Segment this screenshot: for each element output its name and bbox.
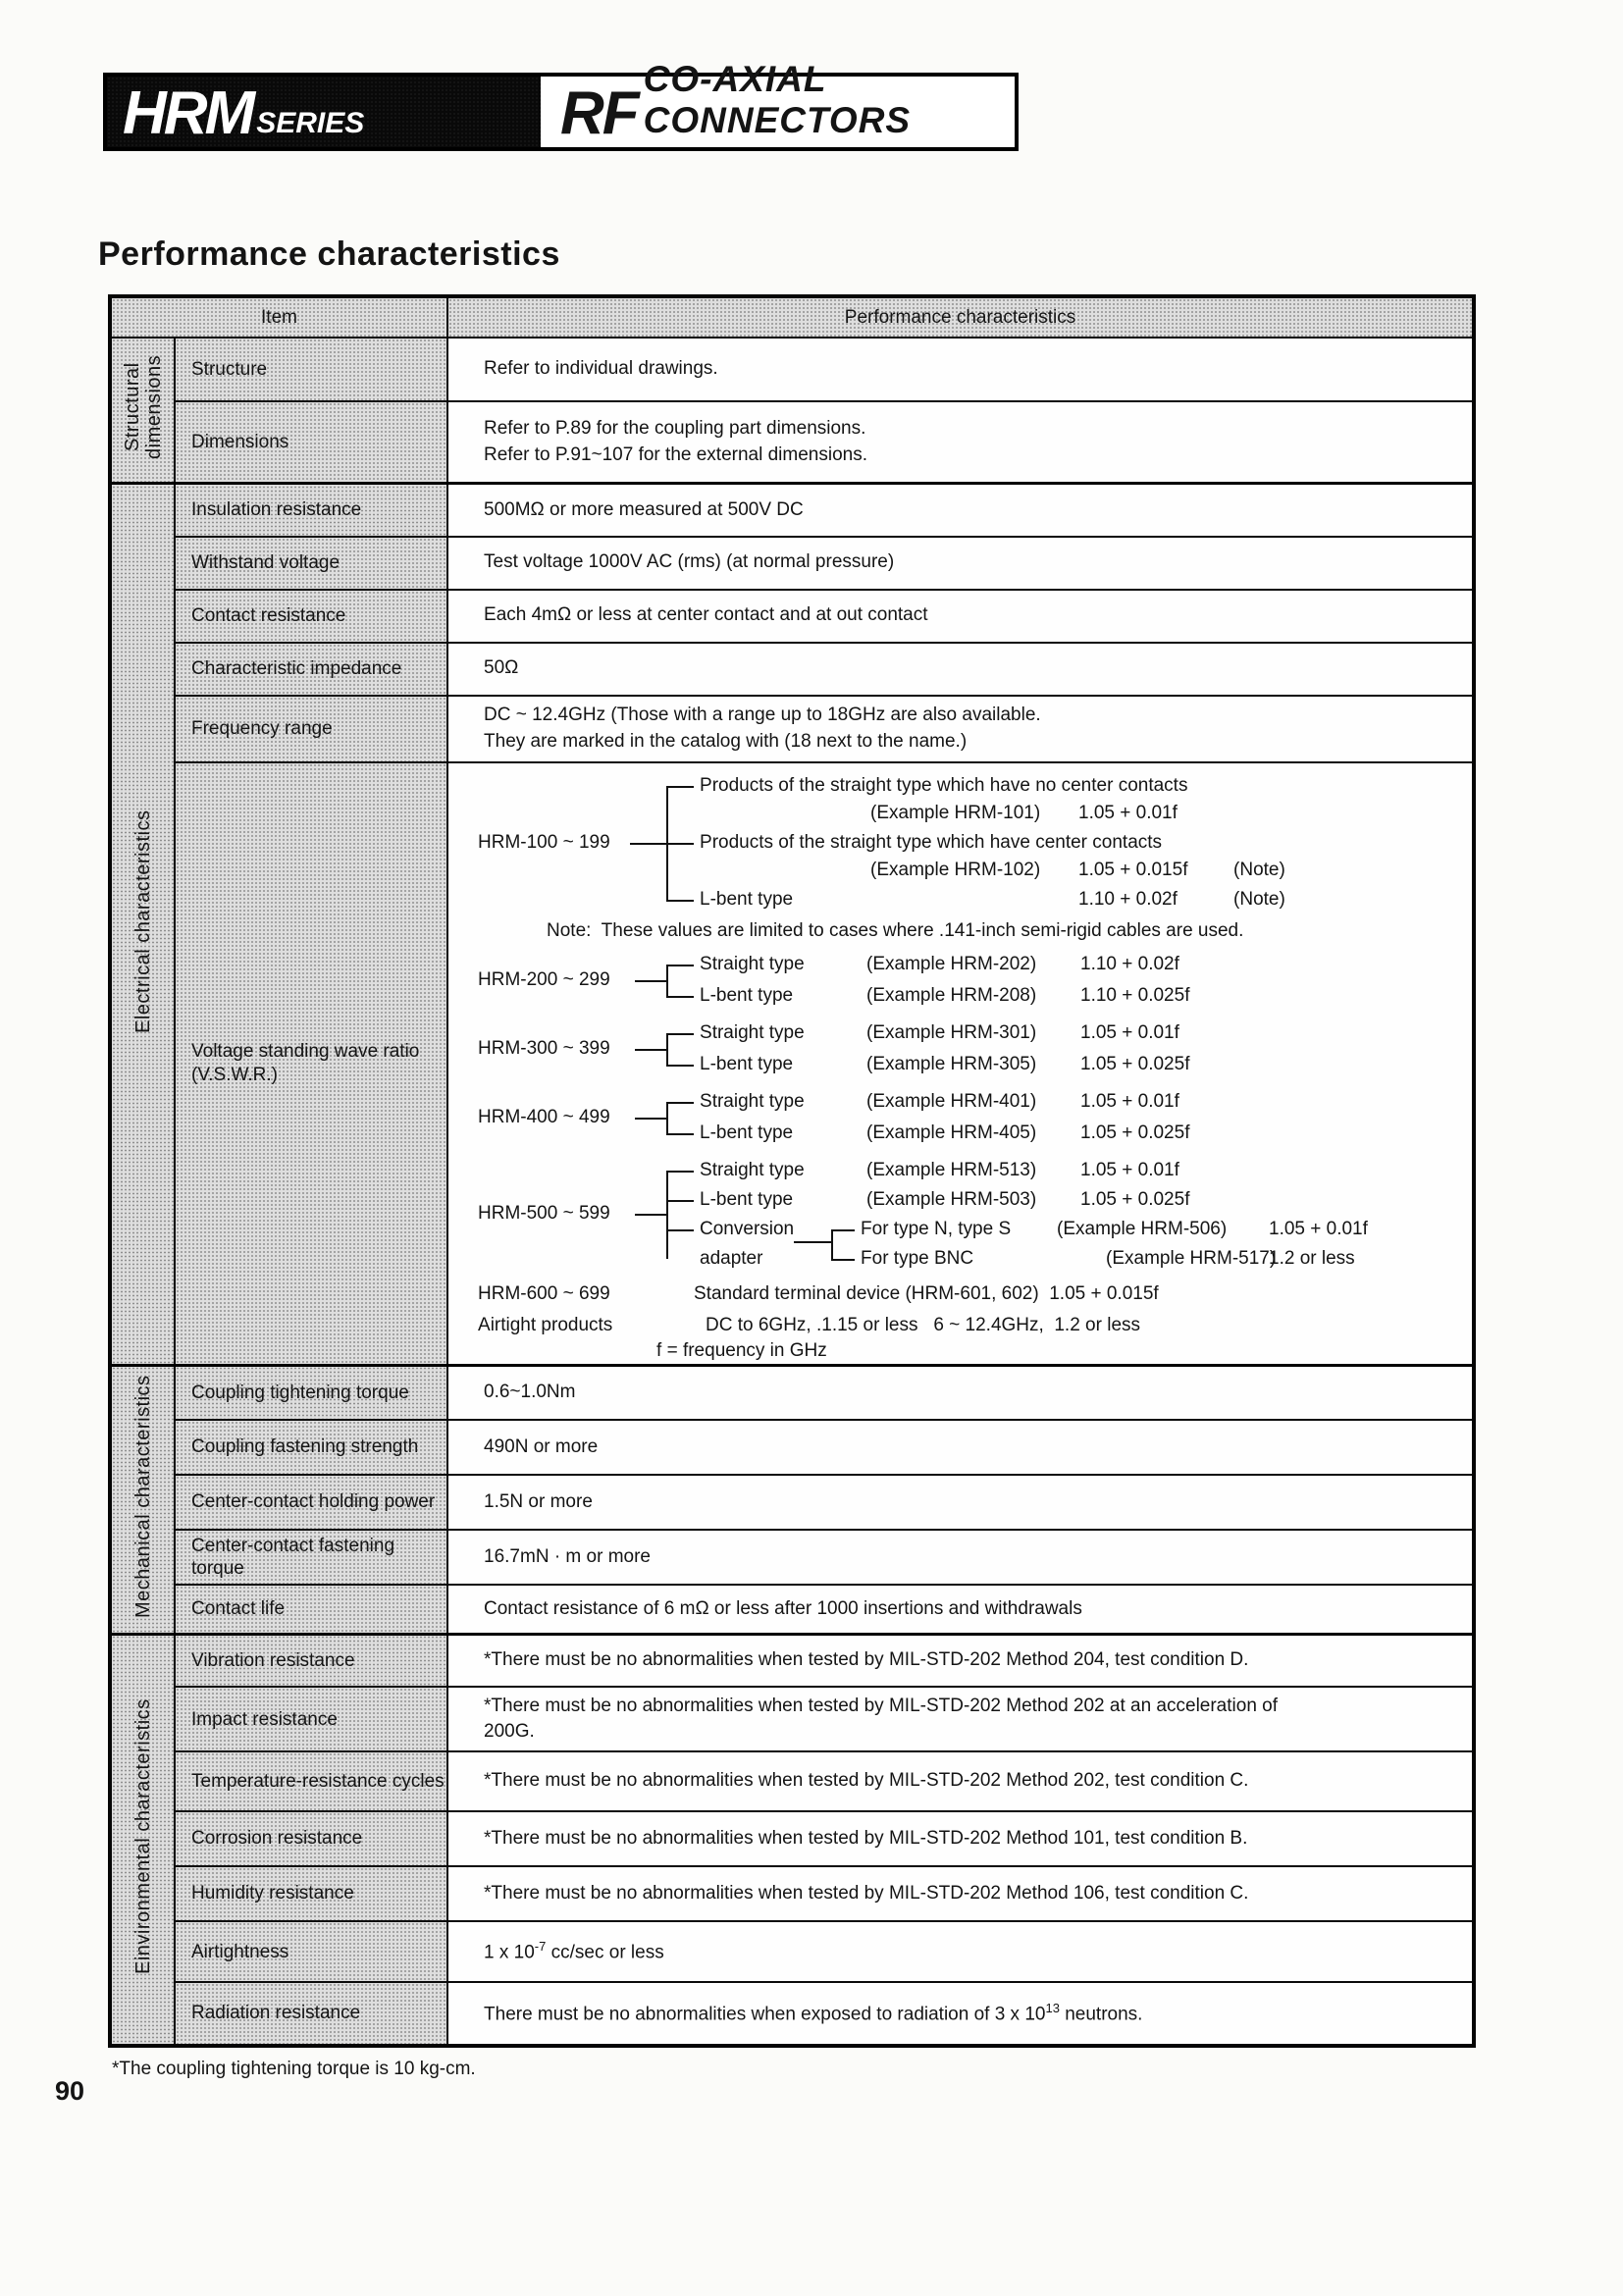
vswr-branch-text: Straight type: [700, 1090, 805, 1112]
table-row: [110, 1475, 1474, 1530]
item-label: Withstand voltage: [175, 537, 447, 590]
item-label: Center-contact holding power: [175, 1475, 447, 1530]
value-cell: There must be no abnormalities when exposed to radiation of 3 x $10^{13}$ neutrons.: [447, 1982, 1474, 2045]
table-row: [110, 1420, 1474, 1475]
product-rf-label: RF: [560, 79, 638, 148]
bracket-line: [831, 1229, 833, 1259]
item-label: Characteristic impedance: [175, 643, 447, 696]
vswr-example: (Example HRM-503): [866, 1188, 1037, 1210]
item-label: Impact resistance: [175, 1687, 447, 1751]
item-label: Insulation resistance: [175, 484, 447, 537]
performance-table: [108, 294, 1476, 2048]
bracket-line: [666, 1033, 668, 1065]
group-label-structural: Structural dimensions: [121, 354, 165, 460]
group-structural: [110, 338, 175, 484]
vswr-example: (Example HRM-101): [870, 802, 1041, 823]
value-cell: 16.7mN · m or more: [447, 1530, 1474, 1585]
vswr-subbranch-text: For type BNC: [861, 1247, 974, 1269]
bracket-line: [666, 1171, 668, 1259]
bracket-line: [666, 1133, 694, 1135]
item-label: Radiation resistance: [175, 1982, 447, 2045]
item-label: Vibration resistance: [175, 1634, 447, 1687]
bracket-line: [666, 1033, 694, 1035]
page-number: 90: [55, 2076, 85, 2106]
group-label-electrical: Electrical characteristics: [131, 809, 154, 1033]
table-row: [110, 590, 1474, 643]
bracket-line: [666, 843, 694, 845]
value-cell: Refer to P.89 for the coupling part dimensions. Refer to P.91~107 for the external dimensions.: [447, 401, 1474, 483]
value-cell: 490N or more: [447, 1420, 1474, 1475]
item-label: Coupling fastening strength: [175, 1420, 447, 1475]
table-header-row: [110, 296, 1474, 338]
bracket-line: [831, 1259, 855, 1261]
vswr-diagram: [448, 763, 1472, 1364]
value-cell: Test voltage 1000V AC (rms) (at normal pressure): [447, 537, 1474, 590]
vswr-branch-text: Products of the straight type which have center contacts: [700, 831, 1163, 853]
table-row: [110, 1687, 1474, 1751]
item-label: Center-contact fastening torque: [175, 1530, 447, 1585]
vswr-note: Note: These values are limited to cases where .141-inch semi-rigid cables are used.: [547, 919, 1244, 941]
vswr-group-label: HRM-300 ~ 399: [478, 1037, 610, 1059]
vswr-group-label: HRM-200 ~ 299: [478, 968, 610, 990]
column-header-item: Item: [110, 296, 447, 338]
vswr-group-label: HRM-600 ~ 699: [478, 1282, 610, 1304]
vswr-group-label: Airtight products: [478, 1314, 613, 1335]
vswr-value: 1.10 + 0.025f: [1080, 984, 1190, 1006]
value-cell: *There must be no abnormalities when tested by MIL-STD-202 Method 204, test condition D.: [447, 1634, 1474, 1687]
vswr-example: (Example HRM-305): [866, 1053, 1037, 1074]
vswr-example: (Example HRM-401): [866, 1090, 1037, 1112]
item-label: Dimensions: [175, 401, 447, 483]
table-row: [110, 1530, 1474, 1585]
bracket-line: [794, 1241, 831, 1243]
table-row: [110, 1585, 1474, 1634]
vswr-group-label: HRM-500 ~ 599: [478, 1202, 610, 1224]
vswr-branch-text: Straight type: [700, 953, 805, 974]
page-title: Performance characteristics: [98, 235, 560, 273]
product-logo: [541, 59, 1015, 148]
vswr-value: 1.05 + 0.025f: [1080, 1122, 1190, 1143]
vswr-value: 1.05 + 0.01f: [1080, 1159, 1179, 1180]
table-row: [110, 1811, 1474, 1866]
vswr-example: (Example HRM-513): [866, 1159, 1037, 1180]
vswr-note-ref: (Note): [1233, 859, 1285, 880]
value-cell: 50Ω: [447, 643, 1474, 696]
value-cell: *There must be no abnormalities when tested by MIL-STD-202 Method 106, test condition C.: [447, 1866, 1474, 1921]
bracket-line: [635, 1049, 666, 1051]
group-label-environmental: Einvironmental characteristics: [131, 1698, 154, 1974]
bracket-line: [666, 1102, 694, 1104]
vswr-branch-text: Products of the straight type which have no center contacts: [700, 774, 1188, 796]
vswr-value: 1.10 + 0.02f: [1078, 888, 1178, 910]
vswr-value: 1.10 + 0.02f: [1080, 953, 1179, 974]
item-label: Frequency range: [175, 696, 447, 762]
vswr-branch-text: L-bent type: [700, 984, 794, 1006]
item-label: Voltage standing wave ratio (V.S.W.R.): [175, 762, 447, 1366]
vswr-subbranch-text: For type N, type S: [861, 1218, 1012, 1239]
value-cell: *There must be no abnormalities when tested by MIL-STD-202 Method 202, test condition C.: [447, 1751, 1474, 1810]
bracket-line: [831, 1229, 855, 1231]
vswr-example: (Example HRM-102): [870, 859, 1041, 880]
bracket-line: [666, 965, 668, 996]
item-label: Humidity resistance: [175, 1866, 447, 1921]
value-cell: 1 x $10^{-7}$ cc/sec or less: [447, 1921, 1474, 1982]
group-electrical: [110, 484, 175, 1366]
vswr-branch-text: L-bent type: [700, 1053, 794, 1074]
vswr-branch-text: L-bent type: [700, 888, 794, 910]
group-mechanical: [110, 1365, 175, 1634]
value-cell: 0.6~1.0Nm: [447, 1365, 1474, 1420]
vswr-example: (Example HRM-506): [1057, 1218, 1228, 1239]
bracket-line: [635, 980, 666, 982]
item-label: Contact resistance: [175, 590, 447, 643]
vswr-group-label: HRM-400 ~ 499: [478, 1106, 610, 1127]
bracket-line: [666, 786, 694, 788]
table-row: [110, 401, 1474, 483]
brand-series-label: SERIES: [256, 107, 365, 139]
bracket-line: [630, 843, 666, 845]
table-row: [110, 1866, 1474, 1921]
table-row: [110, 696, 1474, 762]
table-row: [110, 338, 1474, 401]
vswr-value: 1.05 + 0.01f: [1080, 1090, 1179, 1112]
item-label: Structure: [175, 338, 447, 401]
value-cell: 1.5N or more: [447, 1475, 1474, 1530]
vswr-branch-text: Conversion: [700, 1218, 795, 1239]
bracket-line: [666, 1065, 694, 1067]
vswr-value: DC to 6GHz, .1.15 or less 6 ~ 12.4GHz, 1.2 or less: [706, 1314, 1141, 1335]
table-row: [110, 537, 1474, 590]
vswr-example: (Example HRM-517): [1106, 1247, 1277, 1269]
table-row: [110, 484, 1474, 537]
bracket-line: [666, 1102, 668, 1133]
bracket-line: [666, 996, 694, 998]
value-cell: *There must be no abnormalities when tested by MIL-STD-202 Method 202 at an acceleration of 200G.: [447, 1687, 1474, 1751]
item-label: Airtightness: [175, 1921, 447, 1982]
vswr-branch-text: adapter: [700, 1247, 763, 1269]
vswr-value: 1.05 + 0.01f: [1269, 1218, 1368, 1239]
bracket-line: [666, 965, 694, 966]
vswr-example: (Example HRM-202): [866, 953, 1037, 974]
bracket-line: [666, 1200, 694, 1202]
table-row: [110, 1921, 1474, 1982]
product-name: CO-AXIAL CONNECTORS: [643, 59, 912, 140]
item-label: Temperature-resistance cycles: [175, 1751, 447, 1810]
value-cell: *There must be no abnormalities when tested by MIL-STD-202 Method 101, test condition B.: [447, 1811, 1474, 1866]
table-row: [110, 1751, 1474, 1810]
vswr-branch-text: Straight type: [700, 1021, 805, 1043]
vswr-value: 1.05 + 0.01f: [1080, 1021, 1179, 1043]
value-cell: DC ~ 12.4GHz (Those with a range up to 18GHz are also available. They are marked in the catalog with (18 next to the name.): [447, 696, 1474, 762]
group-environmental: [110, 1634, 175, 2046]
value-cell: Contact resistance of 6 mΩ or less after 1000 insertions and withdrawals: [447, 1585, 1474, 1634]
vswr-note-ref: (Note): [1233, 888, 1285, 910]
item-label: Contact life: [175, 1585, 447, 1634]
bracket-line: [635, 1118, 666, 1120]
value-cell: Each 4mΩ or less at center contact and at out contact: [447, 590, 1474, 643]
vswr-example: (Example HRM-208): [866, 984, 1037, 1006]
vswr-value: Standard terminal device (HRM-601, 602) 1.05 + 0.015f: [694, 1282, 1159, 1304]
vswr-frequency-note: f = frequency in GHz: [656, 1339, 827, 1361]
header-logo-box: [103, 59, 1019, 151]
group-label-mechanical: Mechanical characteristics: [131, 1375, 154, 1618]
vswr-example: (Example HRM-301): [866, 1021, 1037, 1043]
table-row: [110, 1365, 1474, 1420]
vswr-value: 1.05 + 0.025f: [1080, 1053, 1190, 1074]
bracket-line: [666, 1229, 694, 1231]
vswr-group-label: HRM-100 ~ 199: [478, 831, 610, 853]
table-row: [110, 1982, 1474, 2045]
item-label: Corrosion resistance: [175, 1811, 447, 1866]
bracket-line: [666, 900, 694, 902]
table-row: [110, 643, 1474, 696]
bracket-line: [666, 1171, 694, 1173]
vswr-branch-text: Straight type: [700, 1159, 805, 1180]
bracket-line: [635, 1214, 666, 1216]
value-cell: Refer to individual drawings.: [447, 338, 1474, 401]
vswr-value: 1.05 + 0.01f: [1078, 802, 1178, 823]
vswr-cell: [447, 762, 1474, 1366]
item-label: Coupling tightening torque: [175, 1365, 447, 1420]
series-logo: [107, 77, 541, 147]
brand-name: HRM: [123, 79, 253, 148]
footnote: *The coupling tightening torque is 10 kg-cm.: [112, 2059, 476, 2079]
value-cell: 500MΩ or more measured at 500V DC: [447, 484, 1474, 537]
vswr-branch-text: L-bent type: [700, 1122, 794, 1143]
vswr-branch-text: L-bent type: [700, 1188, 794, 1210]
vswr-value: 1.05 + 0.015f: [1078, 859, 1188, 880]
vswr-value: 1.05 + 0.025f: [1080, 1188, 1190, 1210]
vswr-value: 1.2 or less: [1269, 1247, 1355, 1269]
column-header-performance: Performance characteristics: [447, 296, 1474, 338]
table-row: [110, 1634, 1474, 1687]
table-row-vswr: [110, 762, 1474, 1366]
vswr-example: (Example HRM-405): [866, 1122, 1037, 1143]
